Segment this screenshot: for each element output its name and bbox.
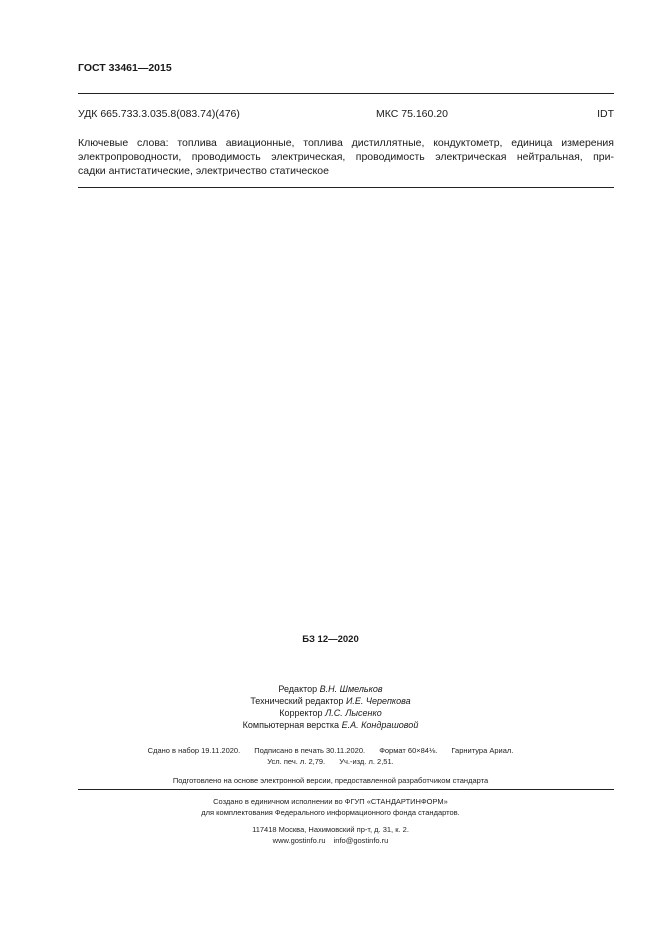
- credit-layout: Компьютерная верстка Е.А. Кондрашовой: [242, 720, 419, 730]
- divider-keywords: [78, 187, 614, 188]
- credit-tech-editor: Технический редактор И.Е. Черепкова: [250, 696, 411, 706]
- typeset-date: Сдано в набор 19.11.2020.: [147, 746, 241, 755]
- signed-date: Подписано в печать 30.11.2020.: [254, 746, 366, 755]
- classification-row: [78, 108, 614, 122]
- bz-number: БЗ 12—2020: [302, 634, 359, 645]
- keywords-line: садки антистатические, электричество статическое: [78, 165, 329, 177]
- prepared-note: Подготовлено на основе электронной версии, предоставленной разработчиком стандарта: [172, 776, 489, 785]
- publisher-line2: для комплектования Федерального информационного фонда стандартов.: [201, 808, 460, 817]
- credits-block: [0, 683, 661, 731]
- email-link[interactable]: info@gostinfo.ru: [333, 836, 389, 845]
- credit-editor: Редактор В.Н. Шмельков: [278, 684, 383, 694]
- typeface: Гарнитура Ариал.: [451, 746, 514, 755]
- publisher-address: 117418 Москва, Нахимовский пр-т, д. 31, к. 2.: [252, 825, 409, 834]
- keywords-line: электропроводности, проводимость электрическая, проводимость электрическая нейтральная, при-: [78, 151, 614, 163]
- publisher-contacts: [0, 835, 661, 846]
- mks-code: МКС 75.160.20: [376, 108, 448, 120]
- printed-sheets: Усл. печ. л. 2,79.: [267, 757, 326, 766]
- print-info-line1: [0, 746, 661, 755]
- keywords-line: Ключевые слова: топлива авиационные, топлива дистиллятные, кондуктометр, единица измерения: [78, 137, 614, 149]
- standard-code: ГОСТ 33461—2015: [78, 62, 172, 74]
- credit-corrector: Корректор Л.С. Лысенко: [279, 708, 382, 718]
- paper-format: Формат 60×84⅛.: [379, 746, 438, 755]
- divider-publisher: [78, 789, 614, 790]
- divider-top: [78, 93, 614, 94]
- publisher-line1: Создано в единичном исполнении во ФГУП «СТАНДАРТИНФОРМ»: [213, 797, 448, 806]
- website-link[interactable]: www.gostinfo.ru: [272, 836, 326, 845]
- degree-of-correspondence: IDT: [597, 108, 614, 120]
- publishing-sheets: Уч.-изд. л. 2,51.: [339, 757, 394, 766]
- publisher-block: [0, 796, 661, 846]
- udk-code: УДК 665.733.3.035.8(083.74)(476): [78, 108, 240, 120]
- keywords-paragraph: [78, 136, 614, 178]
- print-info-line2: [0, 757, 661, 766]
